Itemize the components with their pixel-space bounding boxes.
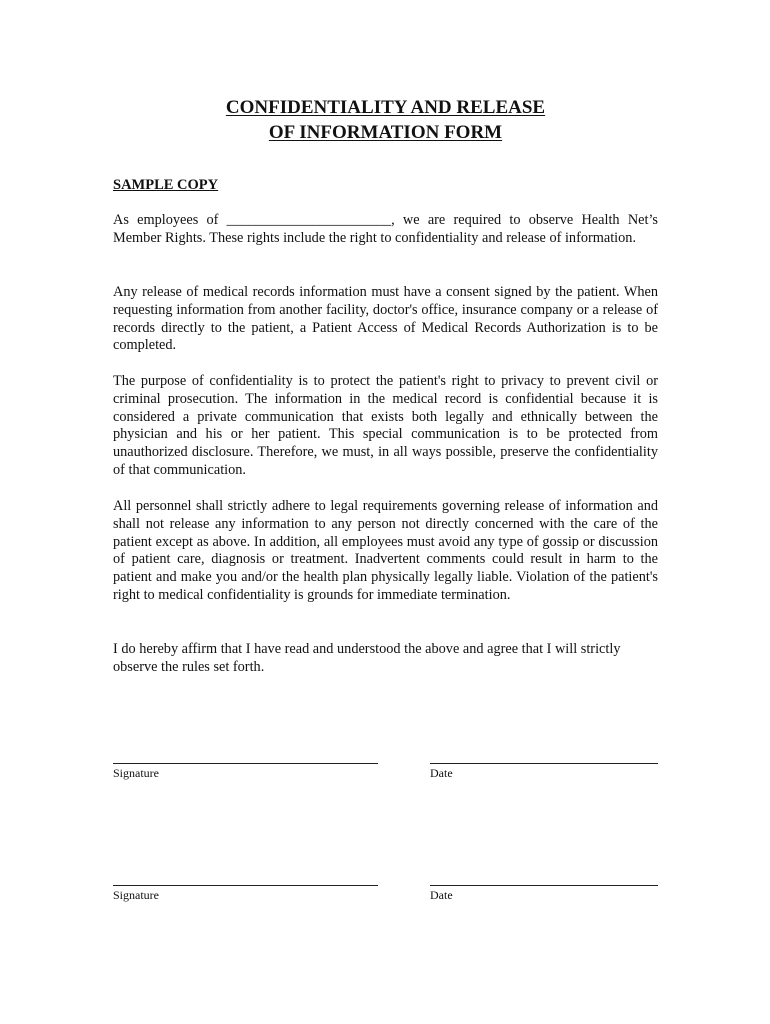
- date-line-1[interactable]: [430, 763, 658, 764]
- date-line-2[interactable]: [430, 885, 658, 886]
- form-title: [113, 95, 658, 145]
- date-label-1: Date: [430, 766, 453, 780]
- paragraph-purpose: The purpose of confidentiality is to protect the patient's right to privacy to prevent civil or criminal prosecution. The information in the medical record is confidential because it is considered a private communication that exists both legally and ethnically between the physician and his or her patient. This special communication is to be protected from unauthorized disclosure. Therefore, we must, in all ways possible, preserve the confidentiality of that communication.: [113, 373, 658, 478]
- paragraph-employees: As employees of _______________________, we are required to observe Health Net’s Member Rights. These rights include the right to confidentiality and release of information.: [113, 212, 658, 246]
- paragraph-release: Any release of medical records information must have a consent signed by the patient. When requesting information from another facility, doctor's office, insurance company or a release of records directly to the patient, a Patient Access of Medical Records Authorization is to be completed.: [113, 284, 658, 354]
- signature-line-2[interactable]: [113, 885, 378, 886]
- signature-line-1[interactable]: [113, 763, 378, 764]
- title-line-1: CONFIDENTIALITY AND RELEASE: [225, 97, 546, 118]
- sample-copy-label: SAMPLE COPY: [113, 177, 219, 193]
- signature-label-2: Signature: [113, 888, 159, 902]
- signature-label-1: Signature: [113, 766, 159, 780]
- paragraph-personnel: All personnel shall strictly adhere to legal requirements governing release of information and shall not release any information to any person not directly concerned with the care of the patient except as above. In addition, all employees must avoid any type of gossip or discussion of patient care, diagnosis or treatment. Inadvertent comments could result in harm to the patient and make you and/or the health plan physically legally liable. Violation of the patient's right to medical confidentiality is grounds for immediate termination.: [113, 498, 658, 603]
- title-line-2: OF INFORMATION FORM: [268, 122, 503, 143]
- paragraph-affirmation: I do hereby affirm that I have read and understood the above and agree that I will strictly observe the rules set forth.: [113, 641, 621, 675]
- date-label-2: Date: [430, 888, 453, 902]
